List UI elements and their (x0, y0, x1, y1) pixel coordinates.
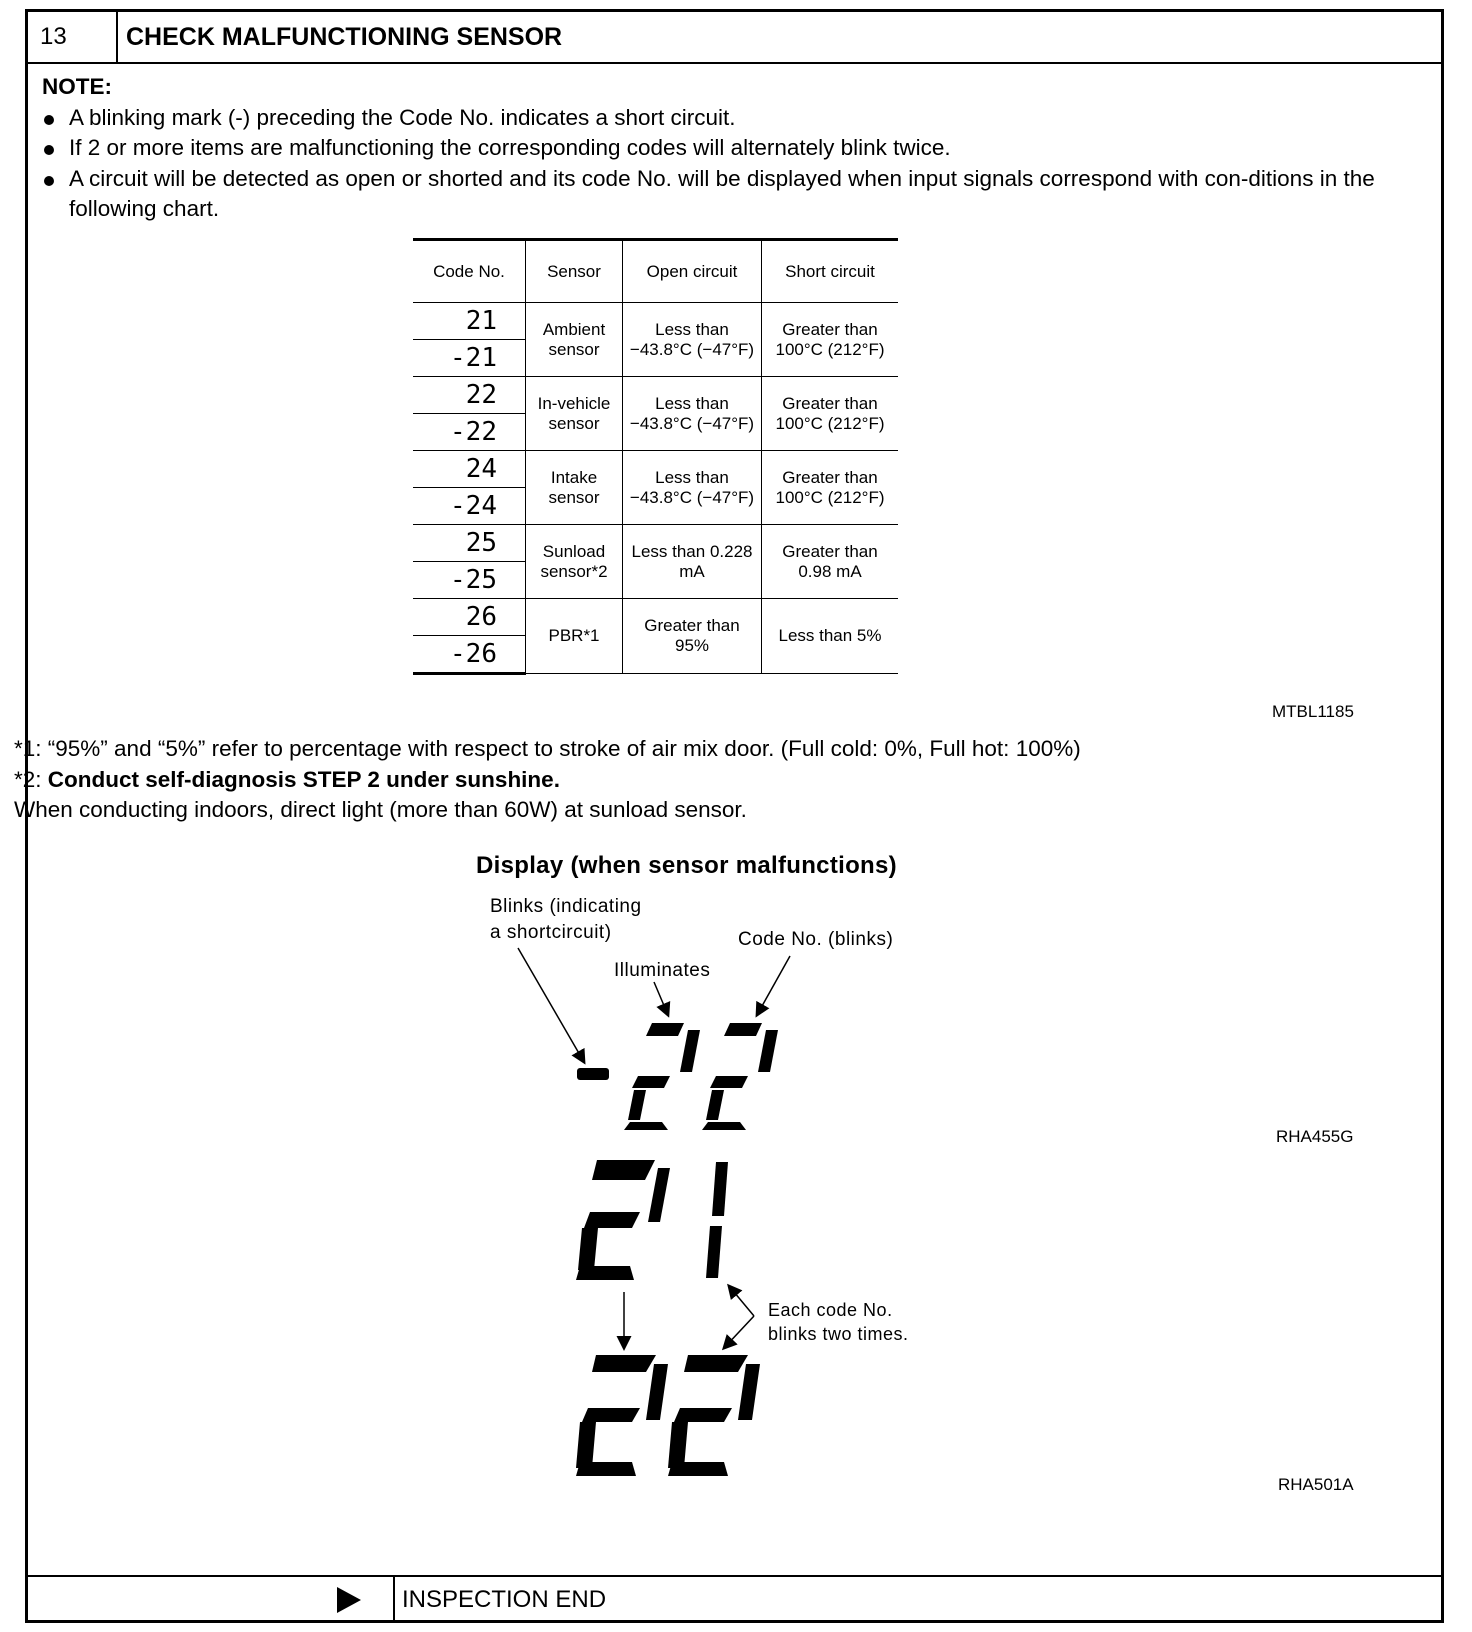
digit-1-mid (706, 1162, 728, 1278)
sensor-cell: Ambient sensor (526, 303, 623, 377)
col-header-open: Open circuit (623, 240, 762, 303)
each-code-line1: Each code No. (768, 1300, 893, 1320)
col-header-sensor: Sensor (526, 240, 623, 303)
code-short-cell: -26 (413, 636, 526, 674)
sensor-cell: In-vehicle sensor (526, 377, 623, 451)
code-short-cell: -21 (413, 340, 526, 377)
note-item: A blinking mark (-) preceding the Code No. indicates a short circuit. (42, 103, 1422, 134)
open-cell: Less than −43.8°C (−47°F) (623, 451, 762, 525)
digit-2-illuminated (624, 1023, 700, 1130)
blinks-label-line1: Blinks (indicating (490, 896, 642, 917)
code-cell: 24 (413, 451, 526, 488)
arrow-code (757, 956, 790, 1015)
short-cell: Less than 5% (762, 599, 899, 674)
step-number: 13 (28, 12, 118, 62)
code-cell: 22 (413, 377, 526, 414)
short-cell: Greater than 0.98 mA (762, 525, 899, 599)
sensor-cell: PBR*1 (526, 599, 623, 674)
open-cell: Less than −43.8°C (−47°F) (623, 303, 762, 377)
arrow-blinks (518, 948, 584, 1062)
footnote-2-bold: Conduct self-diagnosis STEP 2 under sunshine. (47, 766, 560, 792)
note-item: If 2 or more items are malfunctioning the corresponding codes will alternately blink twice. (42, 133, 1422, 164)
footnote-2-prefix: *2: (14, 766, 48, 792)
short-cell: Greater than 100°C (212°F) (762, 377, 899, 451)
note-item: A circuit will be detected as open or shorted and its code No. will be displayed when input signals correspond with con-ditions in the following chart. (42, 164, 1422, 225)
arrow-brace-down (724, 1316, 754, 1348)
minus-segment (577, 1068, 609, 1080)
code-no-label: Code No. (blinks) (738, 929, 894, 950)
digit-2-code (702, 1023, 778, 1130)
digit-2-bottom-left (576, 1355, 668, 1476)
inspection-end-label: INSPECTION END (402, 1586, 607, 1613)
digit-2-bottom-right (668, 1355, 760, 1476)
col-header-code: Code No. (413, 240, 526, 303)
footnote-1: *1: “95%” and “5%” refer to percentage with respect to stroke of air mix door. (Full cold: 0%, Full hot: 100%) (14, 736, 1081, 761)
code-short-cell: -25 (413, 562, 526, 599)
illuminates-label: Illuminates (614, 960, 711, 981)
blinks-label-line2: a shortcircuit) (490, 922, 612, 943)
display-title: Display (when sensor malfunctions) (476, 852, 897, 879)
figure-tag-table: MTBL1185 (1272, 702, 1354, 721)
code-cell: 25 (413, 525, 526, 562)
digit-2-mid (576, 1160, 670, 1280)
col-header-short: Short circuit (762, 240, 899, 303)
footnote-3: When conducting indoors, direct light (more than 60W) at sunload sensor. (14, 797, 747, 822)
short-cell: Greater than 100°C (212°F) (762, 303, 899, 377)
code-cell: 21 (413, 303, 526, 340)
arrow-illuminates (654, 982, 668, 1015)
short-cell: Greater than 100°C (212°F) (762, 451, 899, 525)
open-cell: Greater than 95% (623, 599, 762, 674)
each-code-line2: blinks two times. (768, 1324, 909, 1344)
arrow-brace-up (729, 1286, 754, 1316)
open-cell: Less than 0.228 mA (623, 525, 762, 599)
figure-tag-display-1: RHA455G (1276, 1127, 1354, 1146)
code-short-cell: -24 (413, 488, 526, 525)
figure-tag-display-2: RHA501A (1278, 1475, 1354, 1494)
note-label: NOTE: (42, 74, 112, 99)
code-cell: 26 (413, 599, 526, 636)
open-cell: Less than −43.8°C (−47°F) (623, 377, 762, 451)
step-title: CHECK MALFUNCTIONING SENSOR (126, 23, 563, 51)
sensor-cell: Sunload sensor*2 (526, 525, 623, 599)
sensor-cell: Intake sensor (526, 451, 623, 525)
code-short-cell: -22 (413, 414, 526, 451)
